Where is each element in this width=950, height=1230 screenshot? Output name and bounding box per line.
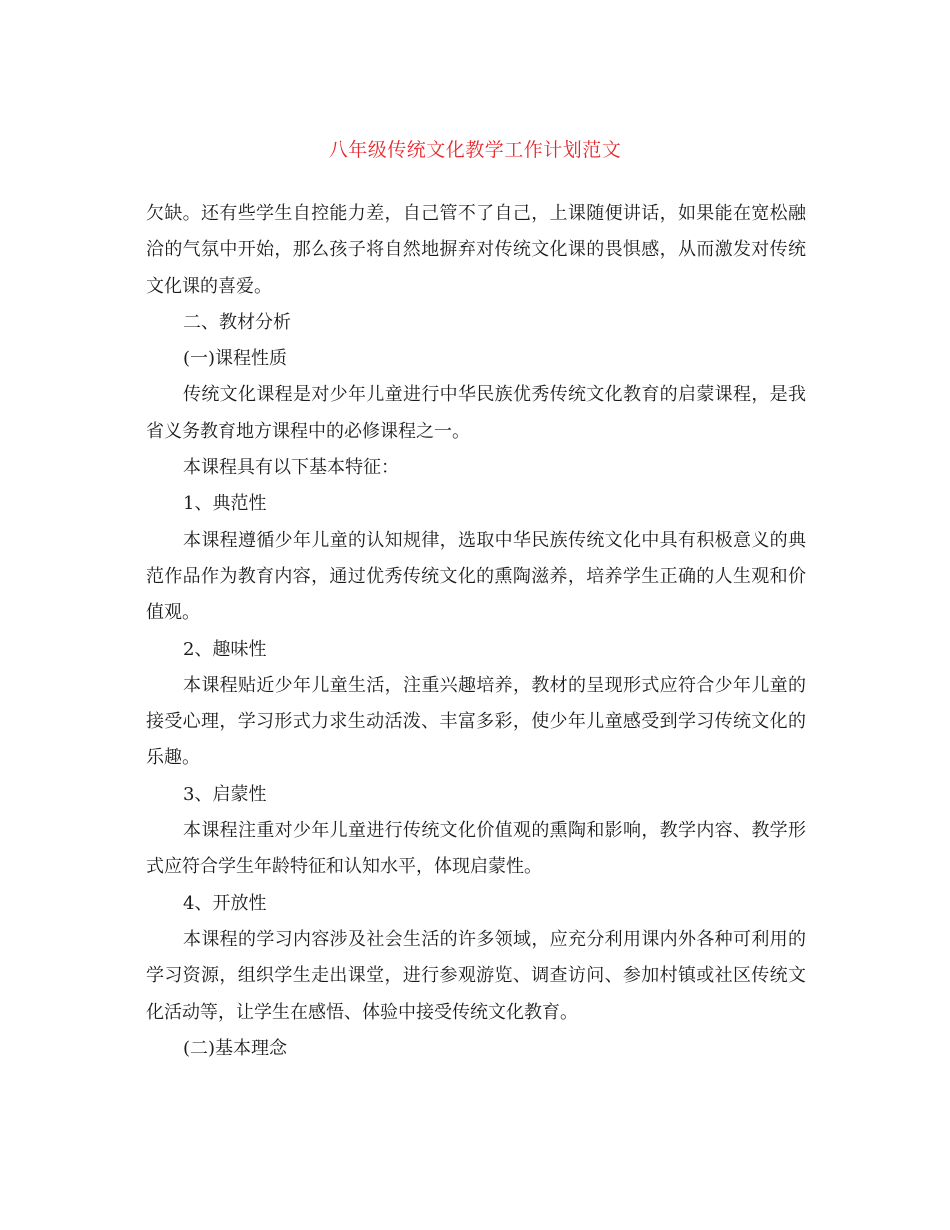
paragraph-enlightenment: 本课程注重对少年儿童进行传统文化价值观的熏陶和影响，教学内容、教学形式应符合学生年龄特征和认知水平，体现启蒙性。 (146, 820, 806, 878)
document-body (146, 196, 806, 1067)
paragraph-basic-features-intro: 本课程具有以下基本特征： (183, 457, 399, 479)
feature-heading-exemplary: 1、典范性 (183, 493, 267, 515)
paragraph-exemplary: 本课程遵循少年儿童的认知规律，选取中华民族传统文化中具有积极意义的典范作品作为教育内容，通过优秀传统文化的熏陶滋养，培养学生正确的人生观和价值观。 (146, 529, 806, 624)
paragraph-openness: 本课程的学习内容涉及社会生活的许多领域，应充分利用课内外各种可利用的学习资源，组织学生走出课堂，进行参观游览、调查访问、参加村镇或社区传统文化活动等，让学生在感悟、体验中接受传统文化教育。 (146, 928, 806, 1023)
feature-heading-interest: 2、趣味性 (183, 638, 267, 660)
document-title: 八年级传统文化教学工作计划范文 (328, 139, 622, 161)
paragraph-interest: 本课程贴近少年儿童生活，注重兴趣培养，教材的呈现形式应符合少年儿童的接受心理，学习形式力求生动活泼、丰富多彩，使少年儿童感受到学习传统文化的乐趣。 (146, 674, 806, 769)
feature-heading-openness: 4、开放性 (183, 892, 267, 914)
paragraph-course-nature: 传统文化课程是对少年儿童进行中华民族优秀传统文化教育的启蒙课程，是我省义务教育地方课程中的必修课程之一。 (146, 384, 806, 442)
section-heading-textbook-analysis: 二、教材分析 (183, 311, 291, 333)
subsection-heading-basic-concepts: (二)基本理念 (183, 1037, 288, 1059)
feature-heading-enlightenment: 3、启蒙性 (183, 783, 267, 805)
subsection-heading-course-nature: (一)课程性质 (183, 348, 288, 370)
paragraph-continuation: 欠缺。还有些学生自控能力差，自己管不了自己，上课随便讲话，如果能在宽松融洽的气氛中开始，那么孩子将自然地摒弃对传统文化课的畏惧感，从而激发对传统文化课的喜爱。 (146, 203, 806, 297)
